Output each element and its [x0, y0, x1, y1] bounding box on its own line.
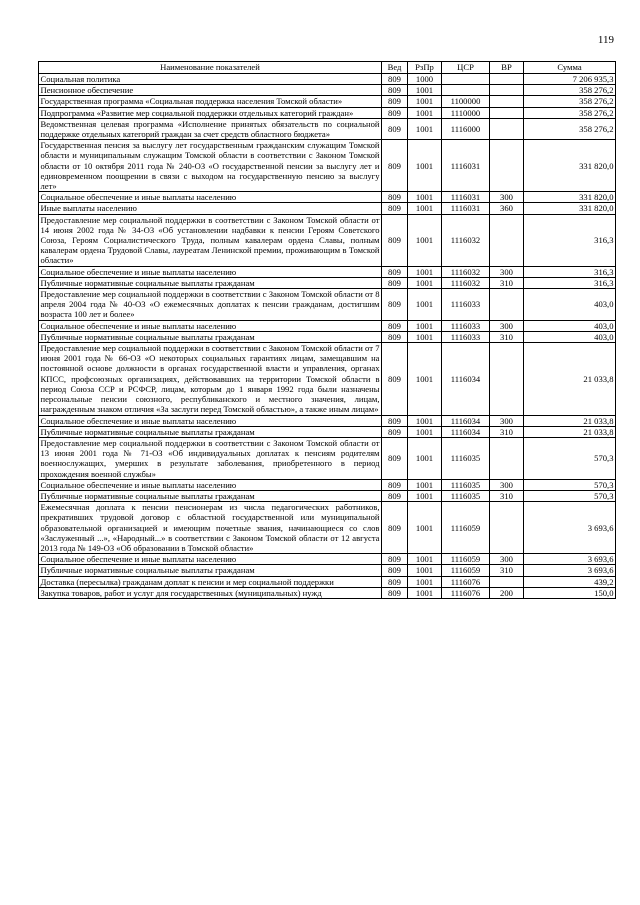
cell-rzpr: 1001 [408, 107, 442, 118]
table-row [39, 118, 616, 139]
cell-ved: 809 [382, 502, 408, 554]
cell-rzpr: 1001 [408, 415, 442, 426]
cell-sum: 358 276,2 [524, 107, 616, 118]
cell-sum: 3 693,6 [524, 554, 616, 565]
cell-ved: 809 [382, 576, 408, 587]
cell-vr [490, 85, 524, 96]
header-sum: Сумма [524, 62, 616, 74]
cell-rzpr: 1001 [408, 490, 442, 501]
cell-name: Социальное обеспечение и иные выплаты населению [39, 554, 382, 565]
cell-rzpr: 1001 [408, 203, 442, 214]
cell-rzpr: 1001 [408, 343, 442, 415]
cell-rzpr: 1001 [408, 554, 442, 565]
cell-csr: 1110000 [442, 107, 490, 118]
cell-name: Пенсионное обеспечение [39, 85, 382, 96]
cell-vr [490, 437, 524, 479]
cell-name: Публичные нормативные социальные выплаты гражданам [39, 565, 382, 576]
cell-name: Государственная пенсия за выслугу лет государственным гражданским служащим Томской области и муниципальным служащим Томской области в соответствии с Законом Томской области от 10 октября 2011 года № 240-ОЗ «О государственной пенсии за выслугу лет и единовременном поощрении в связи с выходом на государственную пенсию за выслугу лет» [40, 140, 380, 192]
header-rzpr: РзПр [408, 62, 442, 74]
cell-ved: 809 [382, 192, 408, 203]
table-header-row [39, 62, 616, 74]
cell-rzpr: 1001 [408, 320, 442, 331]
cell-sum: 570,3 [524, 479, 616, 490]
cell-vr [490, 74, 524, 85]
cell-name: Социальная политика [39, 74, 382, 85]
cell-sum: 3 693,6 [524, 565, 616, 576]
cell-ved: 809 [382, 415, 408, 426]
table-row [39, 85, 616, 96]
cell-ved: 809 [382, 266, 408, 277]
cell-csr: 1116032 [442, 277, 490, 288]
cell-name: Ведомственная целевая программа «Исполнение принятых обязательств по социальной поддержке отдельных категорий граждан за счет средств областного бюджета» [40, 118, 380, 140]
cell-rzpr: 1001 [408, 277, 442, 288]
cell-name: Социальное обеспечение и иные выплаты населению [39, 415, 382, 426]
cell-csr: 1100000 [442, 96, 490, 107]
table-row [39, 426, 616, 437]
cell-csr: 1116035 [442, 479, 490, 490]
cell-rzpr: 1001 [408, 85, 442, 96]
cell-csr: 1116059 [442, 554, 490, 565]
cell-ved: 809 [382, 74, 408, 85]
cell-vr: 300 [490, 192, 524, 203]
cell-ved: 809 [382, 490, 408, 501]
page-number: 119 [597, 34, 614, 46]
cell-csr: 1116031 [442, 192, 490, 203]
cell-sum: 570,3 [524, 437, 616, 479]
cell-vr [490, 118, 524, 139]
cell-csr: 1116032 [442, 266, 490, 277]
cell-name: Социальное обеспечение и иные выплаты населению [39, 320, 382, 331]
cell-sum: 316,3 [524, 266, 616, 277]
cell-vr: 300 [490, 266, 524, 277]
cell-name: Закупка товаров, работ и услуг для государственных (муниципальных) нужд [39, 587, 382, 598]
cell-sum: 358 276,2 [524, 96, 616, 107]
cell-csr: 1116035 [442, 437, 490, 479]
cell-vr [490, 96, 524, 107]
cell-rzpr: 1001 [408, 289, 442, 321]
cell-vr: 310 [490, 490, 524, 501]
cell-ved: 809 [382, 85, 408, 96]
table-row [39, 289, 616, 321]
cell-name: Предоставление мер социальной поддержки в соответствии с Законом Томской области от 14 июня 2002 года № 34-ОЗ «Об установлении надбавки к пенсии Героям Советского Союза, Героям Социалистического Труда, полным кавалерам ордена Славы, полным кавалерам ордена Трудовой Славы, лауреатам Ленинской премии, проживающим в Томской области» [40, 214, 380, 266]
table-row [39, 502, 616, 554]
table-row [39, 277, 616, 288]
cell-name: Предоставление мер социальной поддержки в соответствии с Законом Томской области от 7 июня 2001 года № 66-ОЗ «О некоторых социальных гарантиях лицам, замещавшим на постоянной основе должности в органах государственной власти и управления, органах КПСС, профсоюзных организациях, действовавших на территории Томской области в период Союза ССР и РСФСР, лицам, которым до 1 января 1992 года были назначены персональные пенсии союзного, республиканского и местного значения, лицам, награжденным знаком отличия «За заслуги перед Томской областью», а также иным лицам» [40, 343, 380, 415]
table-row [39, 490, 616, 501]
table-row [39, 266, 616, 277]
table-row [39, 576, 616, 587]
cell-ved: 809 [382, 107, 408, 118]
cell-vr [490, 576, 524, 587]
cell-name: Социальное обеспечение и иные выплаты населению [39, 192, 382, 203]
cell-name: Подпрограмма «Развитие мер социальной поддержки отдельных категорий граждан» [39, 107, 382, 118]
cell-vr: 300 [490, 479, 524, 490]
cell-rzpr: 1001 [408, 96, 442, 107]
cell-ved: 809 [382, 289, 408, 321]
table-row [39, 343, 616, 415]
cell-rzpr: 1001 [408, 426, 442, 437]
table-row [39, 587, 616, 598]
table-row [39, 203, 616, 214]
cell-vr [490, 343, 524, 415]
cell-vr: 300 [490, 554, 524, 565]
table-row [39, 320, 616, 331]
cell-sum: 331 820,0 [524, 203, 616, 214]
cell-sum: 403,0 [524, 331, 616, 342]
header-csr: ЦСР [442, 62, 490, 74]
cell-sum: 316,3 [524, 277, 616, 288]
cell-csr: 1116032 [442, 214, 490, 266]
cell-csr [442, 85, 490, 96]
table-row [39, 437, 616, 479]
cell-csr: 1116031 [442, 140, 490, 192]
cell-name: Публичные нормативные социальные выплаты гражданам [39, 277, 382, 288]
cell-name: Социальное обеспечение и иные выплаты населению [39, 479, 382, 490]
cell-csr: 1116033 [442, 289, 490, 321]
cell-vr: 310 [490, 426, 524, 437]
cell-name: Публичные нормативные социальные выплаты гражданам [39, 426, 382, 437]
cell-csr: 1116034 [442, 415, 490, 426]
cell-rzpr: 1001 [408, 576, 442, 587]
cell-csr: 1116033 [442, 320, 490, 331]
cell-csr: 1116034 [442, 343, 490, 415]
table-row [39, 554, 616, 565]
cell-rzpr: 1001 [408, 587, 442, 598]
cell-rzpr: 1001 [408, 565, 442, 576]
cell-csr [442, 74, 490, 85]
cell-sum: 358 276,2 [524, 118, 616, 139]
cell-rzpr: 1001 [408, 266, 442, 277]
cell-sum: 331 820,0 [524, 192, 616, 203]
cell-csr: 1116059 [442, 502, 490, 554]
table-row [39, 214, 616, 266]
header-name: Наименование показателей [39, 62, 382, 74]
cell-ved: 809 [382, 343, 408, 415]
cell-csr: 1116031 [442, 203, 490, 214]
budget-table [38, 61, 616, 599]
cell-sum: 150,0 [524, 587, 616, 598]
cell-sum: 331 820,0 [524, 140, 616, 192]
cell-rzpr: 1001 [408, 192, 442, 203]
cell-name: Иные выплаты населению [39, 203, 382, 214]
table-row [39, 192, 616, 203]
cell-ved: 809 [382, 203, 408, 214]
cell-csr: 1116000 [442, 118, 490, 139]
header-vr: ВР [490, 62, 524, 74]
cell-name: Социальное обеспечение и иные выплаты населению [39, 266, 382, 277]
cell-vr: 360 [490, 203, 524, 214]
cell-sum: 439,2 [524, 576, 616, 587]
cell-ved: 809 [382, 587, 408, 598]
cell-vr [490, 214, 524, 266]
cell-name: Предоставление мер социальной поддержки в соответствии с Законом Томской области от 13 июня 2001 года № 71-ОЗ «Об индивидуальных доплатах к пенсиям родителям военнослужащих, умерших в результате заболевания, приобретенного в период прохождения военной службы» [40, 437, 380, 479]
table-row [39, 415, 616, 426]
cell-ved: 809 [382, 426, 408, 437]
cell-csr: 1116033 [442, 331, 490, 342]
cell-name: Публичные нормативные социальные выплаты гражданам [39, 490, 382, 501]
cell-ved: 809 [382, 554, 408, 565]
cell-sum: 3 693,6 [524, 502, 616, 554]
cell-rzpr: 1001 [408, 479, 442, 490]
cell-ved: 809 [382, 96, 408, 107]
cell-csr: 1116059 [442, 565, 490, 576]
cell-vr [490, 502, 524, 554]
cell-rzpr: 1001 [408, 502, 442, 554]
cell-ved: 809 [382, 331, 408, 342]
cell-csr: 1116076 [442, 576, 490, 587]
cell-ved: 809 [382, 479, 408, 490]
cell-rzpr: 1001 [408, 331, 442, 342]
cell-sum: 358 276,2 [524, 85, 616, 96]
cell-ved: 809 [382, 214, 408, 266]
table-row [39, 565, 616, 576]
cell-ved: 809 [382, 277, 408, 288]
table-row [39, 74, 616, 85]
cell-name: Государственная программа «Социальная поддержка населения Томской области» [39, 96, 382, 107]
table-row [39, 479, 616, 490]
table-body [39, 74, 616, 599]
cell-name: Публичные нормативные социальные выплаты гражданам [39, 331, 382, 342]
cell-name: Предоставление мер социальной поддержки в соответствии с Законом Томской области от 8 апреля 2004 года № 40-ОЗ «О ежемесячных доплатах к пенсии гражданам, достигшим возраста 100 лет и более» [40, 289, 380, 320]
cell-sum: 21 033,8 [524, 343, 616, 415]
cell-sum: 403,0 [524, 320, 616, 331]
cell-name: Ежемесячная доплата к пенсии пенсионерам из числа педагогических работников, прекративших трудовой договор с областной государственной или муниципальной образовательной организацией и имеющим почетные звания, начинающиеся со слов «Заслуженный ...», «Народный...» в соответствии с Законом Томской области от 12 августа 2013 года № 149-ОЗ «Об образовании в Томской области» [40, 502, 380, 553]
table-row [39, 96, 616, 107]
cell-ved: 809 [382, 140, 408, 192]
cell-csr: 1116034 [442, 426, 490, 437]
cell-sum: 403,0 [524, 289, 616, 321]
cell-ved: 809 [382, 320, 408, 331]
cell-rzpr: 1001 [408, 118, 442, 139]
cell-rzpr: 1001 [408, 140, 442, 192]
table-row [39, 107, 616, 118]
cell-vr: 300 [490, 320, 524, 331]
cell-ved: 809 [382, 437, 408, 479]
cell-sum: 21 033,8 [524, 426, 616, 437]
cell-ved: 809 [382, 565, 408, 576]
cell-rzpr: 1001 [408, 437, 442, 479]
cell-vr [490, 107, 524, 118]
cell-sum: 570,3 [524, 490, 616, 501]
cell-rzpr: 1001 [408, 214, 442, 266]
cell-vr: 200 [490, 587, 524, 598]
cell-vr: 310 [490, 331, 524, 342]
cell-sum: 316,3 [524, 214, 616, 266]
cell-csr: 1116035 [442, 490, 490, 501]
cell-vr: 300 [490, 415, 524, 426]
cell-name: Доставка (пересылка) гражданам доплат к пенсии и мер социальной поддержки [39, 576, 382, 587]
cell-rzpr: 1000 [408, 74, 442, 85]
cell-vr: 310 [490, 565, 524, 576]
cell-sum: 7 206 935,3 [524, 74, 616, 85]
table-row [39, 140, 616, 192]
cell-vr [490, 140, 524, 192]
cell-ved: 809 [382, 118, 408, 139]
cell-vr [490, 289, 524, 321]
cell-sum: 21 033,8 [524, 415, 616, 426]
table-row [39, 331, 616, 342]
header-ved: Вед [382, 62, 408, 74]
cell-vr: 310 [490, 277, 524, 288]
cell-csr: 1116076 [442, 587, 490, 598]
